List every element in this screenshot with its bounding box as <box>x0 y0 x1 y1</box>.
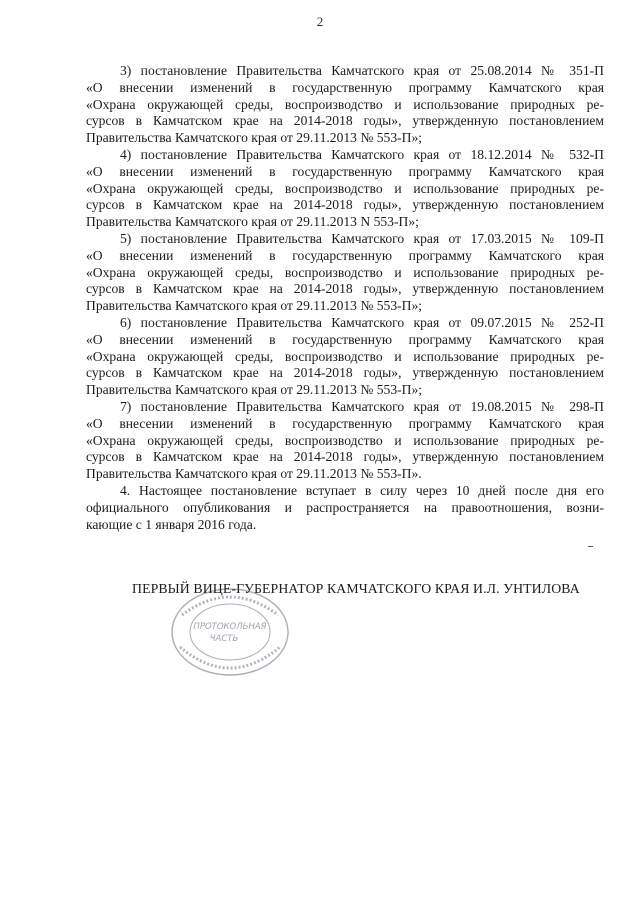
text-line: «Охрана окружающей среды, воспроизводство и использование природных ре- <box>86 348 604 364</box>
text-line: «Охрана окружающей среды, воспроизводство и использование природных ре- <box>86 96 604 112</box>
document-body <box>86 63 604 533</box>
text-line: «О внесении изменений в государственную программу Камчатского края <box>86 163 604 179</box>
text-line: сурсов в Камчатском крае на 2014-2018 годы», утвержденную постановлением <box>86 197 604 213</box>
text-line: «О внесении изменений в государственную программу Камчатского края <box>86 331 604 347</box>
text-line: сурсов в Камчатском крае на 2014-2018 годы», утвержденную постановлением <box>86 113 604 129</box>
text-line: Правительства Камчатского края от 29.11.2013 № 553-П»; <box>86 298 423 314</box>
text-line: Правительства Камчатского края от 29.11.2013 № 553-П»; <box>86 382 423 398</box>
scan-mark <box>588 546 593 547</box>
text-line: сурсов в Камчатском крае на 2014-2018 годы», утвержденную постановлением <box>86 365 604 381</box>
page-number: 2 <box>316 14 324 29</box>
text-line: сурсов в Камчатском крае на 2014-2018 годы», утвержденную постановлением <box>86 449 604 465</box>
text-line: 4. Настоящее постановление вступает в силу через 10 дней после дня его <box>120 482 604 498</box>
text-line: 4) постановление Правительства Камчатского края от 18.12.2014 № 532-П <box>120 146 604 162</box>
text-line: «О внесении изменений в государственную программу Камчатского края <box>86 247 604 263</box>
text-line: 3) постановление Правительства Камчатского края от 25.08.2014 № 351-П <box>120 63 604 78</box>
official-stamp <box>164 585 294 680</box>
text-line: 5) постановление Правительства Камчатского края от 17.03.2015 № 109-П <box>120 230 604 246</box>
text-line: кающие с 1 января 2016 года. <box>86 516 257 532</box>
signature-line: ПЕРВЫЙ ВИЦЕ-ГУБЕРНАТОР КАМЧАТСКОГО КРАЯ И.Л. УНТИЛОВА <box>132 581 580 596</box>
text-line: «Охрана окружающей среды, воспроизводство и использование природных ре- <box>86 264 604 280</box>
text-line: сурсов в Камчатском крае на 2014-2018 годы», утвержденную постановлением <box>86 281 604 297</box>
text-line: официального опубликования и распространяется на правоотношения, возни- <box>86 499 604 515</box>
text-line: «О внесении изменений в государственную программу Камчатского края <box>86 415 604 431</box>
text-line: «О внесении изменений в государственную программу Камчатского края <box>86 79 604 95</box>
stamp-text-line-1: ПРОТОКОЛЬНАЯ <box>193 622 267 632</box>
text-line: Правительства Камчатского края от 29.11.2013 № 553-П»; <box>86 130 423 146</box>
text-line: «Охрана окружающей среды, воспроизводство и использование природных ре- <box>86 180 604 196</box>
text-line: Правительства Камчатского края от 29.11.2013 № 553-П». <box>86 466 422 482</box>
text-line: 7) постановление Правительства Камчатского края от 19.08.2015 № 298-П <box>120 398 604 414</box>
stamp-text-line-2: ЧАСТЬ <box>209 634 239 644</box>
text-line: Правительства Камчатского края от 29.11.2013 N 553-П»; <box>86 214 419 230</box>
text-line: 6) постановление Правительства Камчатского края от 09.07.2015 № 252-П <box>120 314 604 330</box>
text-line: «Охрана окружающей среды, воспроизводство и использование природных ре- <box>86 432 604 448</box>
